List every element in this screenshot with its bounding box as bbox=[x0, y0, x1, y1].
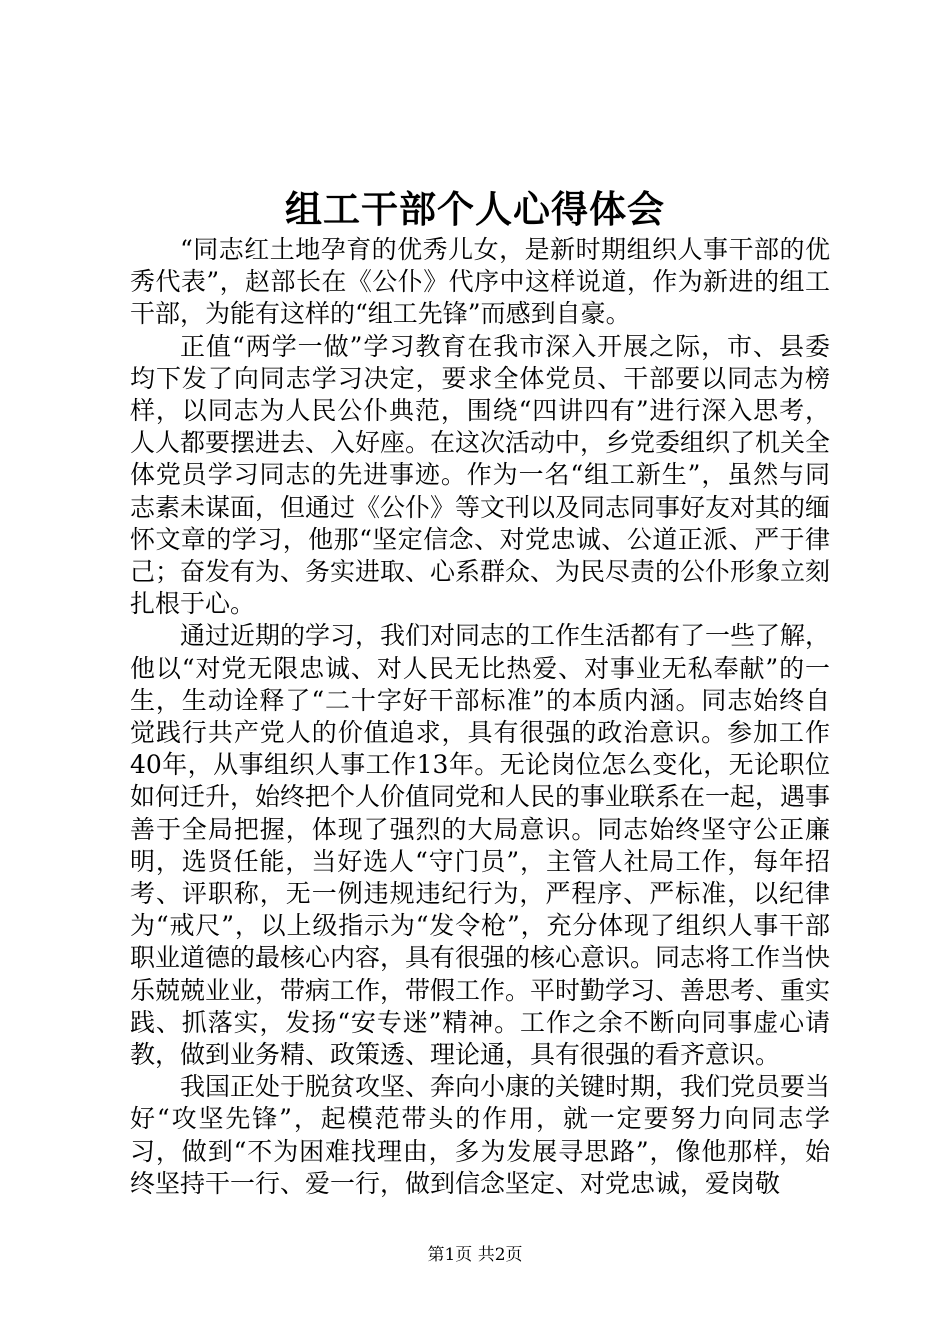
document-title: 组工干部个人心得体会 bbox=[285, 187, 665, 231]
paragraph: “同志红土地孕育的优秀儿女，是新时期组织人事干部的优秀代表”，赵部长在《公仆》代序中这样说道，作为新进的组工干部，为能有这样的“组工先锋”而感到自豪。 bbox=[130, 235, 830, 329]
paragraph: 正值“两学一做”学习教育在我市深入开展之际，市、县委均下发了向同志学习决定，要求全体党员、干部要以同志为榜样，以同志为人民公仆典范，围绕“四讲四有”进行深入思考，人人都要摆进去、入好座。在这次活动中，乡党委组织了机关全体党员学习同志的先进事迹。作为一名“组工新生”，虽然与同志素未谋面，但通过《公仆》等文刊以及同志同事好友对其的缅怀文章的学习，他那“坚定信念、对党忠诚、公道正派、严于律己；奋发有为、务实进取、心系群众、为民尽责的公仆形象立刻扎根于心。 bbox=[130, 331, 831, 619]
paragraph: 通过近期的学习，我们对同志的工作生活都有了一些了解，他以“对党无限忠诚、对人民无比热爱、对事业无私奉献”的一生，生动诠释了“二十字好干部标准”的本质内涵。同志始终自觉践行共产党人的价值追求，具有很强的政治意识。参加工作40年，从事组织人事工作13年。无论岗位怎么变化，无论职位如何迁升，始终把个人价值同党和人民的事业联系在一起，遇事善于全局把握，体现了强烈的大局意识。同志始终坚守公正廉明，选贤任能，当好选人“守门员”，主管人社局工作，每年招考、评职称，无一例违规违纪行为，严程序、严标准，以纪律为“戒尺”，以上级指示为“发令枪”，充分体现了组织人事干部职业道德的最核心内容，具有很强的核心意识。同志将工作当快乐兢兢业业，带病工作，带假工作。平时勤学习、善思考、重实践、抓落实，发扬“安专迷”精神。工作之余不断向同事虚心请教，做到业务精、政策透、理论通，具有很强的看齐意识。 bbox=[130, 621, 831, 1070]
paragraph: 我国正处于脱贫攻坚、奔向小康的关键时期，我们党员要当好“攻坚先锋”，起模范带头的作用，就一定要努力向同志学习，做到“不为困难找理由，多为发展寻思路”，像他那样，始终坚持干一行、爱一行，做到信念坚定、对党忠诚，爱岗敬 bbox=[130, 1072, 831, 1198]
document-body bbox=[130, 234, 830, 1200]
page-footer: 第1页 共2页 bbox=[427, 1245, 523, 1265]
